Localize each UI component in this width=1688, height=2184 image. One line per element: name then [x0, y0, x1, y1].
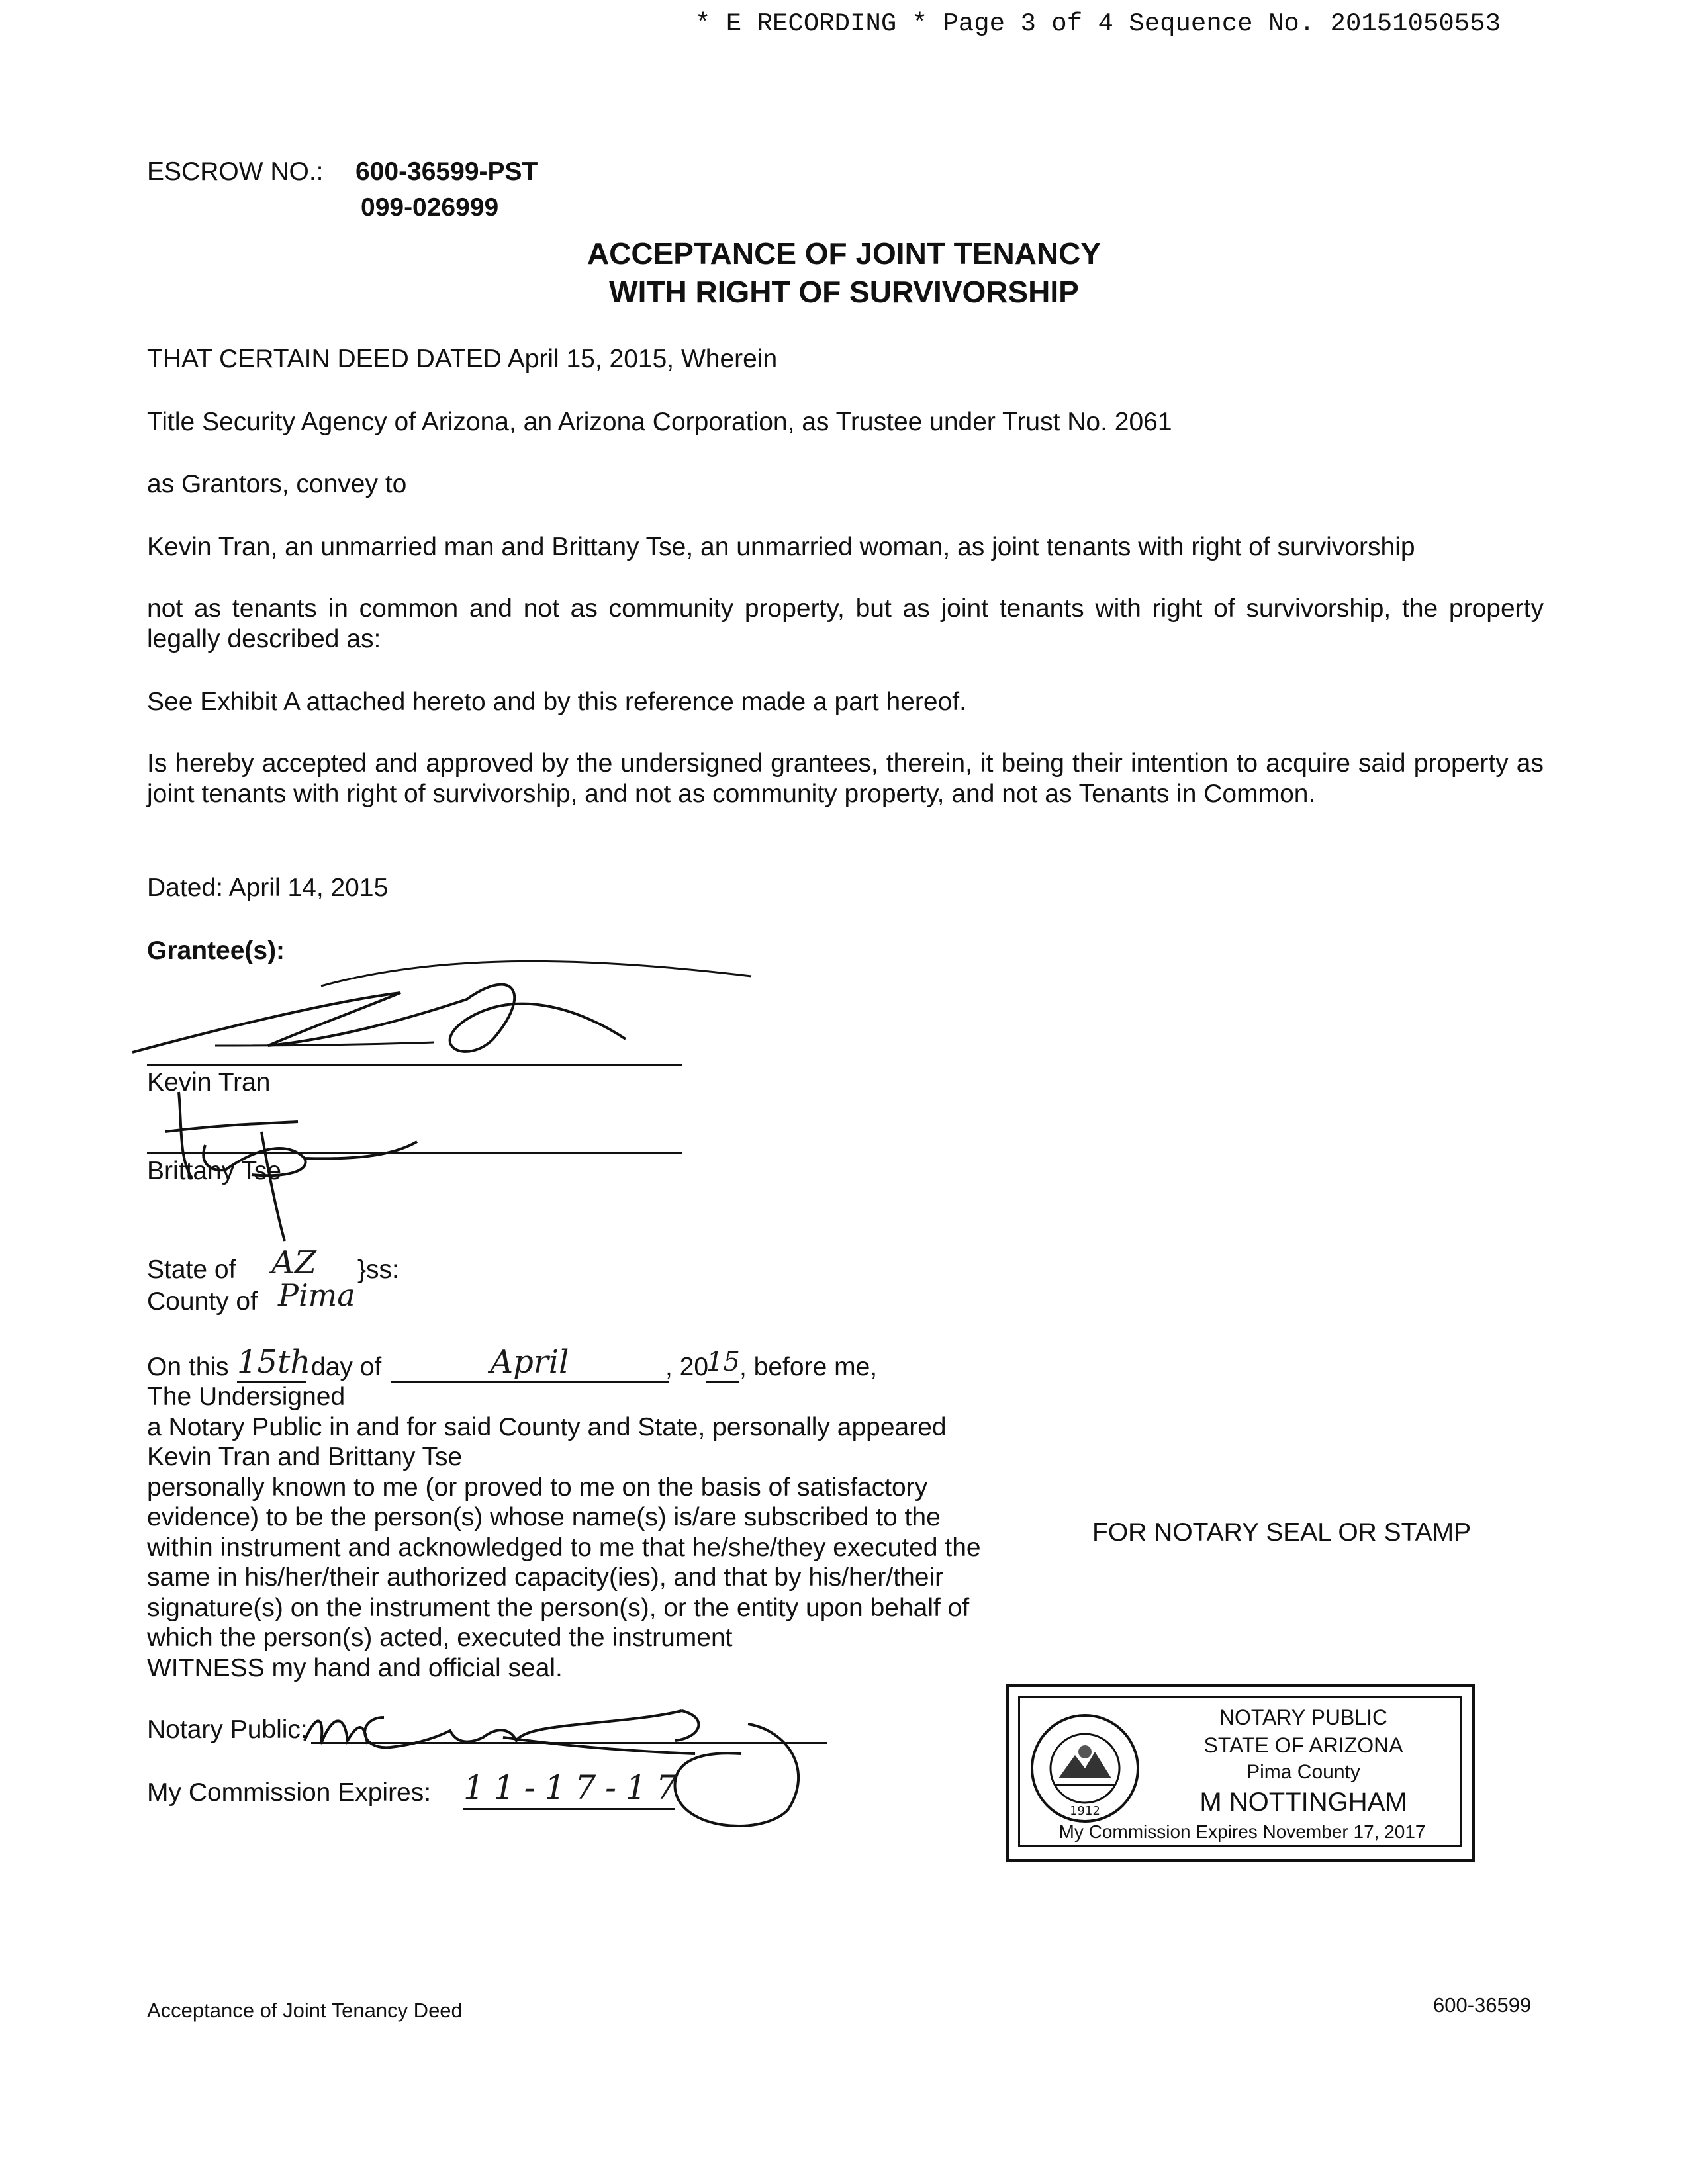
convey-statement: as Grantors, convey to — [147, 470, 407, 498]
notary-public-label: Notary Public: — [147, 1715, 308, 1744]
ack-line: within instrument and acknowledged to me that he/she/they executed the — [147, 1533, 981, 1562]
recording-header: * E RECORDING * Page 3 of 4 Sequence No. 20151050553 — [695, 9, 1501, 38]
stamp-notary-public: NOTARY PUBLIC — [1219, 1706, 1388, 1729]
footer-document-title: Acceptance of Joint Tenancy Deed — [147, 1999, 463, 2022]
notary-stamp — [1006, 1684, 1475, 1862]
ack-line: which the person(s) acted, executed the instrument — [147, 1623, 733, 1652]
ack-line: Kevin Tran and Brittany Tse — [147, 1443, 463, 1471]
stamp-state: STATE OF ARIZONA — [1203, 1733, 1403, 1757]
on-this-label: On this — [147, 1353, 229, 1381]
ack-line: The Undersigned — [147, 1383, 346, 1411]
grantee-description: Kevin Tran, an unmarried man and Brittany Tse, an unmarried woman, as joint tenants with right of survivorship — [147, 533, 1415, 561]
signature-line-brittany — [147, 1152, 682, 1154]
stamp-notary-name: M NOTTINGHAM — [1199, 1788, 1407, 1817]
grantee-name-kevin: Kevin Tran — [147, 1068, 271, 1097]
before-me-label: , before me, — [739, 1353, 878, 1381]
ack-line: a Notary Public in and for said County and State, personally appeared — [147, 1412, 947, 1441]
commission-expires-handwritten: 11-17-17 — [463, 1768, 686, 1807]
day-of-label: day of — [311, 1353, 382, 1381]
document-title-line2: WITH RIGHT OF SURVIVORSHIP — [609, 275, 1079, 309]
acceptance-clause: Is hereby accepted and approved by the undersigned grantees, therein, it being their intention to acquire said property as joint tenants with right of survivorship, and not as community property, and not as Tenants in Common. — [147, 749, 1544, 808]
notary-signature — [285, 1691, 847, 1837]
exhibit-reference: See Exhibit A attached hereto and by this reference made a part hereof. — [147, 688, 966, 716]
state-label: State of — [147, 1255, 236, 1284]
document-title-line1: ACCEPTANCE OF JOINT TENANCY — [586, 236, 1102, 271]
ack-line: signature(s) on the instrument the person(s), or the entity upon behalf of — [147, 1593, 970, 1622]
dated-line: Dated: April 14, 2015 — [147, 874, 389, 902]
footer-escrow-number: 600-36599 — [1433, 1993, 1532, 2017]
svg-text:1912: 1912 — [1070, 1804, 1100, 1818]
deed-reference: THAT CERTAIN DEED DATED April 15, 2015, Wherein — [147, 345, 778, 373]
county-handwritten: Pima — [278, 1277, 355, 1313]
grantor-description: Title Security Agency of Arizona, an Arizona Corporation, as Trustee under Trust No. 2061 — [147, 408, 1172, 436]
commission-expires-label: My Commission Expires: — [147, 1778, 432, 1807]
ack-line: personally known to me (or proved to me on the basis of satisfactory — [147, 1473, 928, 1502]
escrow-number-primary: 600-36599-PST — [355, 158, 538, 186]
stamp-county: Pima County — [1246, 1761, 1360, 1783]
acknowledgment-body — [147, 1382, 981, 1683]
ack-line: WITNESS my hand and official seal. — [147, 1653, 563, 1682]
commission-line — [463, 1808, 675, 1810]
stamp-commission-expires: My Commission Expires November 17, 2017 — [1058, 1821, 1426, 1842]
arizona-state-seal — [1029, 1712, 1141, 1825]
signature-line-kevin — [147, 1064, 682, 1066]
seal-placeholder-text: FOR NOTARY SEAL OR STAMP — [1092, 1518, 1472, 1547]
county-label: County of — [147, 1287, 258, 1316]
ack-line: evidence) to be the person(s) whose name(s) is/are subscribed to the — [147, 1503, 941, 1531]
ack-line: same in his/her/their authorized capacity(ies), and that by his/her/their — [147, 1563, 944, 1592]
year-handwritten: 15 — [706, 1343, 739, 1383]
grantee-name-brittany: Brittany Tse — [147, 1157, 282, 1185]
tenancy-clause: not as tenants in common and not as community property, but as joint tenants with right of survivorship, the property legally described as: — [147, 594, 1544, 653]
grantees-heading: Grantee(s): — [147, 936, 285, 965]
state-handwritten: AZ — [271, 1244, 317, 1281]
day-handwritten: 15th — [237, 1343, 306, 1383]
escrow-label: ESCROW NO.: — [147, 158, 324, 186]
ss-bracket: }ss: — [357, 1255, 399, 1284]
year-prefix: , 20 — [665, 1353, 709, 1381]
escrow-number-secondary: 099-026999 — [361, 193, 499, 222]
month-handwritten: April — [391, 1343, 669, 1383]
